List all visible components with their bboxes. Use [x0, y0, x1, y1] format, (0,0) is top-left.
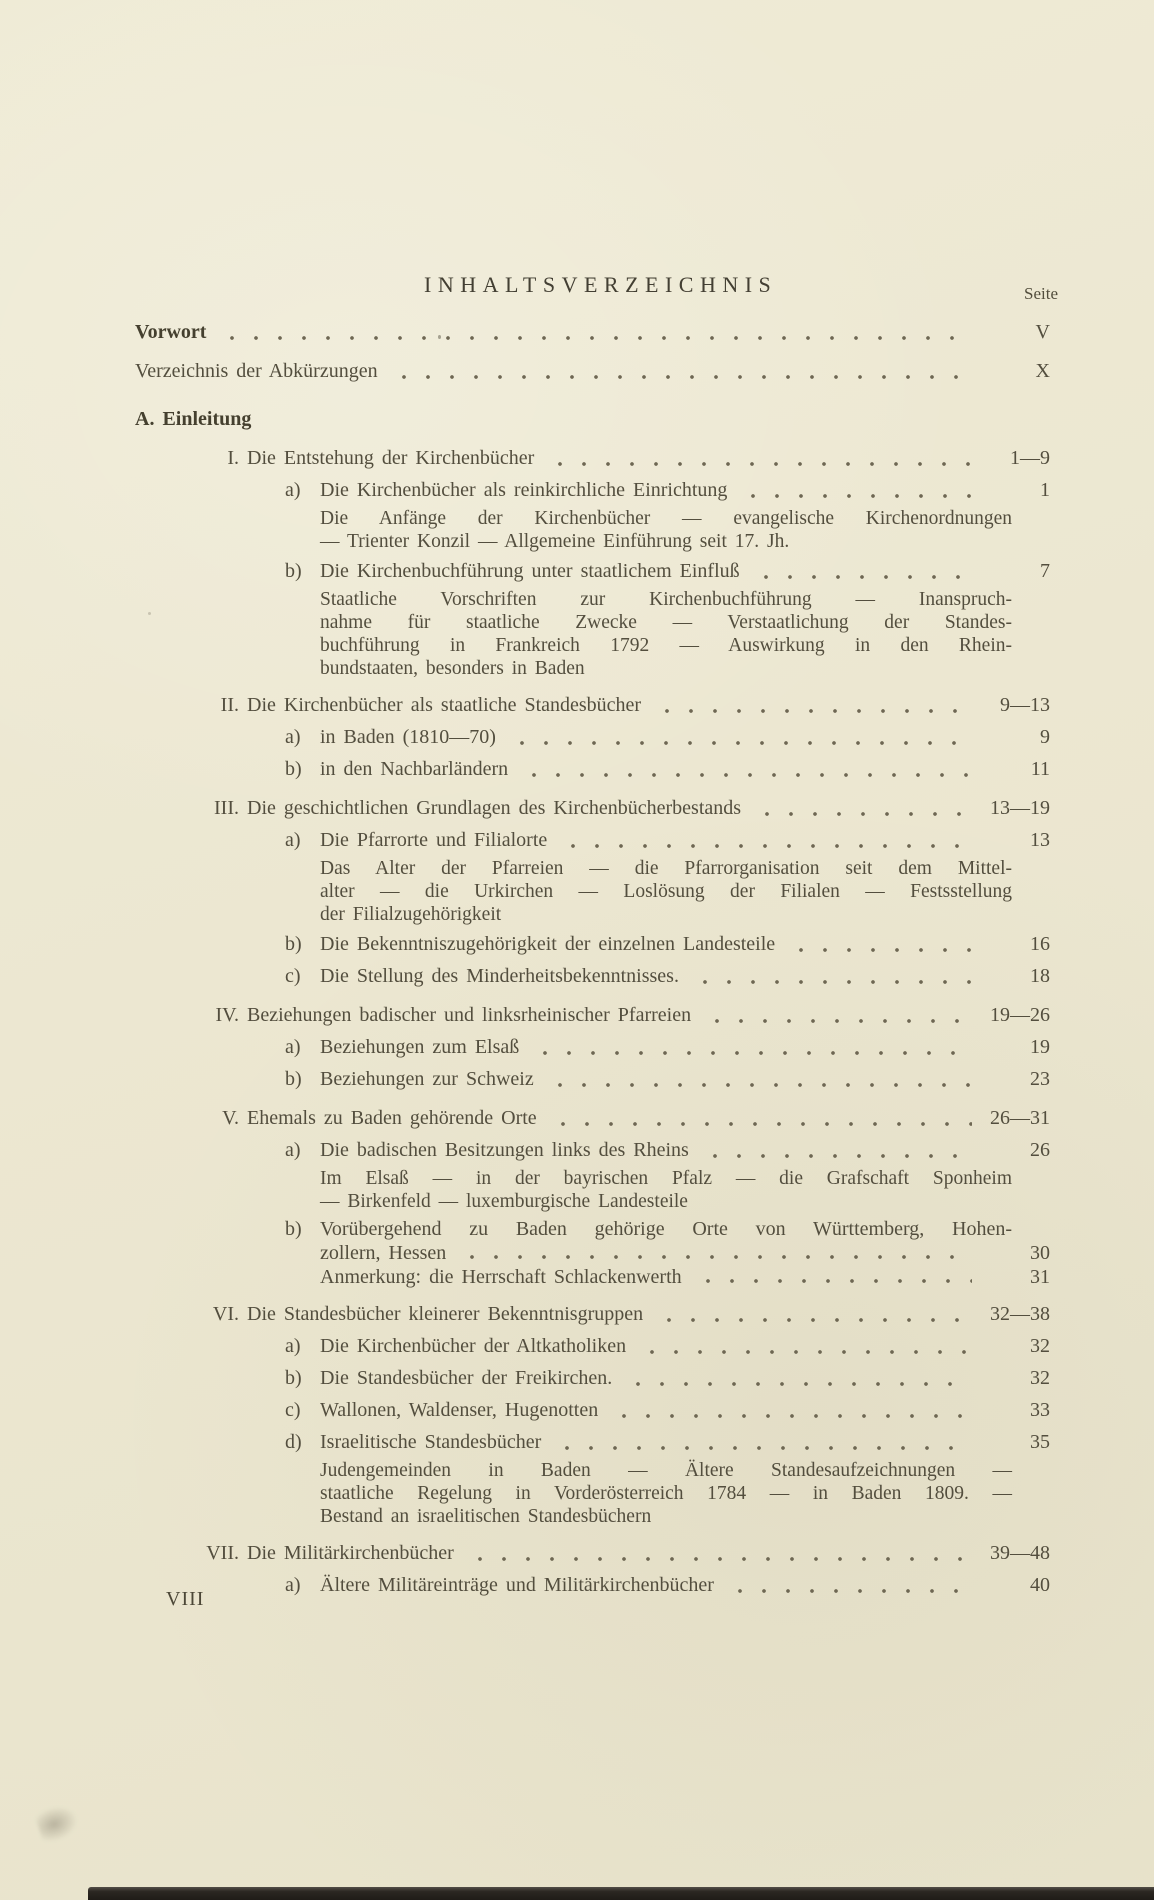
- page-title: INHALTSVERZEICHNIS: [424, 272, 778, 297]
- toc-entry-sub: [135, 1571, 1050, 1599]
- entry-title: Die Kirchenbücher als reinkirchliche Einrichtung: [320, 479, 728, 501]
- toc-entry-main: [135, 1300, 1050, 1328]
- dotted-leader: [705, 1018, 972, 1024]
- entry-title: Verzeichnis der Abkürzungen: [135, 360, 378, 382]
- page-number: 1—9: [1010, 447, 1050, 469]
- page-number: 18: [1030, 965, 1050, 987]
- entry-title: Die geschichtlichen Grundlagen des Kirchenbücherbestands: [247, 797, 742, 819]
- page-number: 13—19: [990, 797, 1050, 819]
- page-number: 26: [1030, 1139, 1050, 1161]
- dotted-leader: [696, 1278, 972, 1284]
- page-number: 19: [1030, 1036, 1050, 1058]
- page-column-header: Seite: [1024, 284, 1058, 303]
- toc-entry-main: [135, 444, 1050, 472]
- entry-title: Ehemals zu Baden gehörende Orte: [247, 1107, 537, 1129]
- page-number: 11: [1030, 758, 1050, 780]
- dotted-leader: [460, 1254, 972, 1260]
- entry-letter-label: a): [285, 1139, 301, 1161]
- dotted-leader: [510, 740, 972, 746]
- page-number: 16: [1030, 933, 1050, 955]
- toc-entry-main: [135, 1001, 1050, 1029]
- page-number: 32: [1030, 1335, 1050, 1357]
- dotted-leader: [548, 1082, 972, 1088]
- toc-entry-sub: [135, 1033, 1050, 1061]
- page-number: 35: [1030, 1431, 1050, 1453]
- toc-entry-main: [135, 691, 1050, 719]
- entry-title: Wallonen, Waldenser, Hugenotten: [320, 1399, 599, 1421]
- page-number: 32—38: [990, 1303, 1050, 1325]
- entry-letter-label: b): [285, 560, 302, 582]
- toc-entry-sub: [135, 557, 1050, 585]
- dotted-leader: [548, 461, 972, 467]
- description-line: Die Anfänge der Kirchenbücher — evangelische Kirchenordnungen: [320, 508, 1012, 529]
- entry-title: Die badischen Besitzungen links des Rheins: [320, 1139, 689, 1161]
- dotted-leader: [703, 1153, 972, 1159]
- toc-entry-sub: [135, 1428, 1050, 1456]
- dotted-leader: [392, 374, 972, 380]
- toc-entry-sub: [135, 1065, 1050, 1093]
- entry-title: Die Kirchenbuchführung unter staatlichem Einfluß: [320, 560, 740, 582]
- pencil-smudge-artifact: [34, 1801, 83, 1846]
- entry-title: Die Standesbücher kleinerer Bekenntnisgruppen: [247, 1303, 644, 1325]
- entry-title: Vorwort: [135, 321, 207, 343]
- toc-entry-sub: [135, 962, 1050, 990]
- description-line: staatliche Regelung in Vorderösterreich 1784 — in Baden 1809. —: [320, 1483, 1012, 1504]
- toc-entry-sub: [135, 476, 1050, 504]
- page-number: 30: [1030, 1242, 1050, 1264]
- toc-entry-note: [135, 1265, 1050, 1289]
- entry-title: Beziehungen badischer und linksrheinischer Pfarreien: [247, 1004, 692, 1026]
- dotted-leader: [655, 708, 972, 714]
- description-line: der Filialzugehörigkeit: [320, 904, 502, 925]
- page-number: 13: [1030, 829, 1050, 851]
- dotted-leader: [755, 811, 972, 817]
- entry-numeral: VII.: [206, 1542, 239, 1564]
- description-line: bundstaaten, besonders in Baden: [320, 658, 585, 679]
- entry-letter-label: c): [285, 1399, 301, 1421]
- entry-letter-label: b): [285, 933, 302, 955]
- toc-entry-front: [135, 357, 1050, 385]
- page-number: 9: [1040, 726, 1050, 748]
- table-of-contents: [135, 318, 1050, 1599]
- entry-letter-label: b): [285, 1367, 302, 1389]
- dotted-leader: [754, 574, 972, 580]
- page-number: 7: [1040, 560, 1050, 582]
- entry-letter-label: a): [285, 1574, 301, 1596]
- dotted-leader: [728, 1588, 972, 1594]
- entry-title: in Baden (1810—70): [320, 726, 496, 748]
- entry-letter-label: a): [285, 1036, 301, 1058]
- page-number: 31: [1030, 1266, 1050, 1288]
- entry-letter-label: a): [285, 1335, 301, 1357]
- entry-letter-label: d): [285, 1431, 302, 1453]
- toc-entry-sub: [135, 826, 1050, 854]
- page-number: 9—13: [1000, 694, 1050, 716]
- entry-title: Die Standesbücher der Freikirchen.: [320, 1367, 613, 1389]
- page-number: 1: [1040, 479, 1050, 501]
- footer-page-number: VIII: [166, 1588, 205, 1610]
- page-number: 33: [1030, 1399, 1050, 1421]
- entry-title: Israelitische Standesbücher: [320, 1431, 542, 1453]
- entry-numeral: I.: [227, 447, 239, 469]
- entry-numeral: II.: [220, 694, 239, 716]
- description-line: alter — die Urkirchen — Loslösung der Filialen — Festsstellung: [320, 881, 1012, 902]
- entry-numeral: V.: [222, 1107, 239, 1129]
- description-line: Das Alter der Pfarreien — die Pfarrorganisation seit dem Mittel-: [320, 858, 1012, 879]
- dotted-leader: [789, 947, 972, 953]
- toc-entry-sub: [135, 1364, 1050, 1392]
- entry-numeral: III.: [214, 797, 239, 819]
- entry-title-line1: Vorübergehend zu Baden gehörige Orte von Württemberg, Hohen-: [320, 1218, 1012, 1240]
- toc-entry-main: [135, 1104, 1050, 1132]
- entry-description: [135, 857, 1050, 926]
- entry-description: [135, 507, 1050, 553]
- page-number: X: [1035, 360, 1050, 382]
- entry-letter-label: a): [285, 726, 301, 748]
- entry-title: Die Militärkirchenbücher: [247, 1542, 454, 1564]
- dotted-leader: [626, 1381, 972, 1387]
- description-line: buchführung in Frankreich 1792 — Auswirkung in den Rhein-: [320, 635, 1012, 656]
- dotted-leader: [468, 1556, 972, 1562]
- entry-title: Die Kirchenbücher der Altkatholiken: [320, 1335, 627, 1357]
- description-line: Bestand an israelitischen Standesbüchern: [320, 1506, 652, 1527]
- entry-title: Die Pfarrorte und Filialorte: [320, 829, 548, 851]
- toc-entry-main: [135, 1539, 1050, 1567]
- entry-title: Die Bekenntniszugehörigkeit der einzelnen Landesteile: [320, 933, 776, 955]
- dotted-leader: [522, 772, 972, 778]
- page-number: 19—26: [990, 1004, 1050, 1026]
- entry-description: [135, 588, 1050, 680]
- toc-entry-sub-wrapped-continuation: [135, 1241, 1050, 1265]
- entry-letter-label: a): [285, 479, 301, 501]
- entry-letter-label: c): [285, 965, 301, 987]
- toc-entry-main: [135, 794, 1050, 822]
- page-number: V: [1035, 321, 1050, 343]
- description-line: nahme für staatliche Zwecke — Verstaatlichung der Standes-: [320, 612, 1012, 633]
- dotted-leader: [561, 843, 972, 849]
- dotted-leader: [741, 493, 972, 499]
- toc-entry-sub: [135, 723, 1050, 751]
- page-number: 32: [1030, 1367, 1050, 1389]
- entry-title: Die Entstehung der Kirchenbücher: [247, 447, 535, 469]
- toc-entry-sub: [135, 755, 1050, 783]
- description-line: — Birkenfeld — luxemburgische Landesteile: [320, 1191, 688, 1212]
- toc-entry-sub: [135, 1136, 1050, 1164]
- page-number: 39—48: [990, 1542, 1050, 1564]
- dotted-leader: [657, 1317, 972, 1323]
- toc-section-heading: A. Einleitung: [135, 408, 252, 430]
- entry-description: [135, 1459, 1050, 1528]
- entry-title: Die Kirchenbücher als staatliche Standesbücher: [247, 694, 642, 716]
- note-text: Anmerkung: die Herrschaft Schlackenwerth: [320, 1266, 682, 1288]
- entry-letter-label: b): [285, 758, 302, 780]
- entry-title: Beziehungen zur Schweiz: [320, 1068, 534, 1090]
- entry-letter-label: b): [285, 1218, 302, 1240]
- dotted-leader: [533, 1050, 972, 1056]
- entry-numeral: VI.: [212, 1303, 239, 1325]
- entry-description: [135, 1167, 1050, 1213]
- dotted-leader: [640, 1349, 972, 1355]
- dotted-leader: [693, 979, 972, 985]
- description-line: Im Elsaß — in der bayrischen Pfalz — die Grafschaft Sponheim: [320, 1168, 1012, 1189]
- dotted-leader: [612, 1413, 972, 1419]
- scan-edge-artifact: [88, 1887, 1154, 1900]
- entry-letter-label: b): [285, 1068, 302, 1090]
- toc-entry-sub: [135, 1332, 1050, 1360]
- description-line: — Trienter Konzil — Allgemeine Einführung seit 17. Jh.: [320, 531, 790, 552]
- toc-entry-front: [135, 318, 1050, 346]
- entry-title: in den Nachbarländern: [320, 758, 509, 780]
- entry-title: Ältere Militäreinträge und Militärkirchenbücher: [320, 1574, 714, 1596]
- entry-numeral: IV.: [215, 1004, 239, 1026]
- page-number: 23: [1030, 1068, 1050, 1090]
- entry-letter-label: a): [285, 829, 301, 851]
- page-number: 26—31: [990, 1107, 1050, 1129]
- toc-entry-sub: [135, 930, 1050, 958]
- description-line: Staatliche Vorschriften zur Kirchenbuchführung — Inanspruch-: [320, 589, 1012, 610]
- toc-entry-sub-wrapped: [135, 1217, 1050, 1241]
- entry-title: Beziehungen zum Elsaß: [320, 1036, 520, 1058]
- description-line: Judengemeinden in Baden — Ältere Standesaufzeichnungen —: [320, 1460, 1012, 1481]
- toc-entry-sub: [135, 1396, 1050, 1424]
- entry-title-line2: zollern, Hessen: [320, 1242, 447, 1264]
- dotted-leader: [555, 1445, 972, 1451]
- entry-title: Die Stellung des Minderheitsbekenntnisses.: [320, 965, 679, 987]
- dotted-leader: [220, 335, 972, 341]
- scan-speck-artifact: [438, 335, 441, 339]
- dotted-leader: [551, 1121, 972, 1127]
- scan-speck-artifact: [148, 612, 151, 615]
- page-number: 40: [1030, 1574, 1050, 1596]
